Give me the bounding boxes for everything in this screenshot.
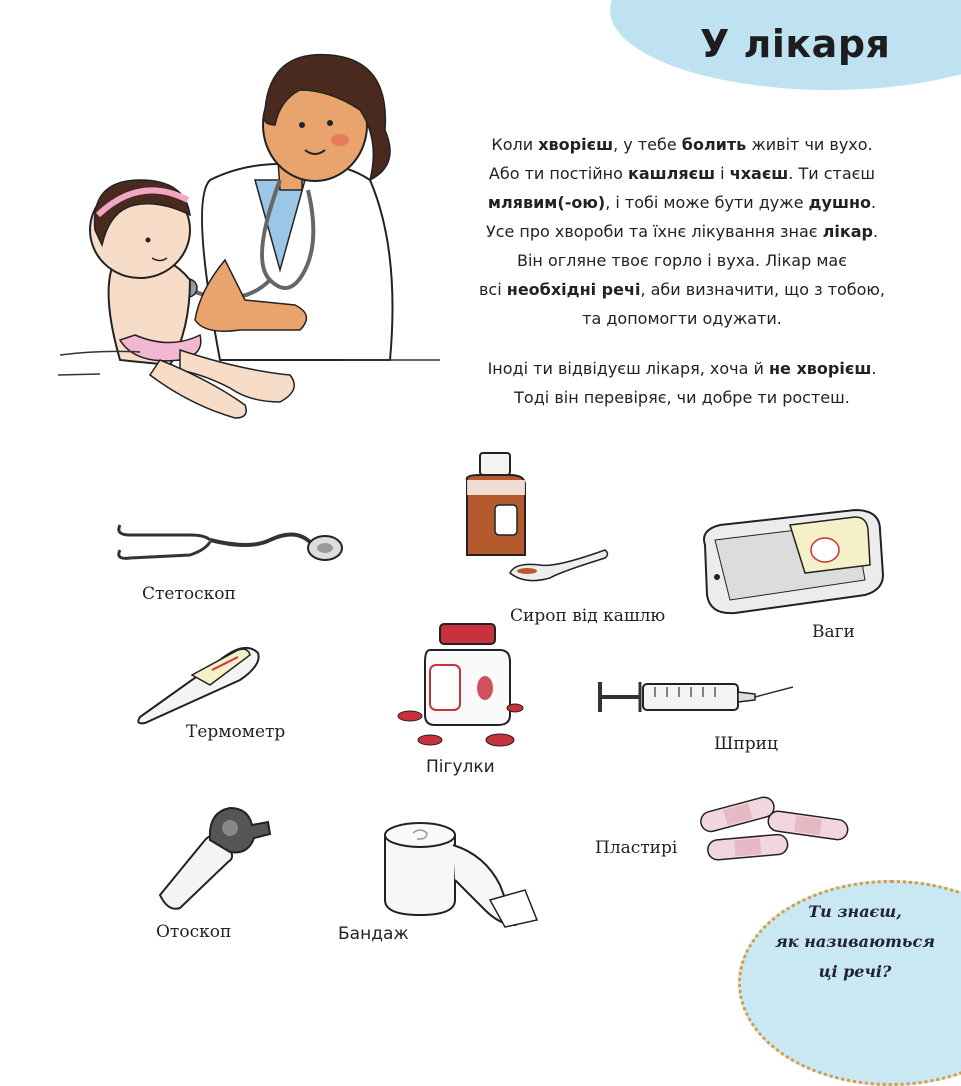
stethoscope-label: Стетоскоп [142, 584, 236, 604]
text-line [432, 383, 932, 412]
text-line [432, 354, 932, 383]
intro-paragraph [432, 130, 932, 333]
text-segment: всі [479, 280, 507, 299]
text-segment: живіт чи вухо. [746, 135, 873, 154]
highlight-word: хворієш [538, 135, 614, 154]
syrup-bottle-icon [455, 450, 615, 590]
highlight-word: болить [681, 135, 747, 154]
text-line [432, 217, 932, 246]
syringe-label: Шприц [714, 734, 778, 754]
scales-icon [695, 505, 890, 620]
highlight-word: душно [808, 193, 872, 212]
doctor-child-illustration [40, 30, 440, 430]
stethoscope-icon [110, 510, 350, 570]
bandage-label: Бандаж [338, 924, 409, 944]
text-line [432, 188, 932, 217]
highlight-word: лікар [822, 222, 873, 241]
text-segment: Він огляне твоє горло і вуха. Лікар має [517, 251, 847, 270]
plasters-icon [690, 795, 855, 865]
text-segment: Тоді він перевіряє, чи добре ти ростеш. [514, 388, 850, 407]
text-line [432, 304, 932, 333]
text-segment: . [872, 222, 879, 241]
text-line [432, 275, 932, 304]
thermometer-label: Термометр [186, 722, 286, 742]
text-segment: . Ти стаєш [788, 164, 876, 183]
text-segment: Або ти постійно [488, 164, 628, 183]
text-segment: Усе про хвороби та їхнє лікування знає [485, 222, 823, 241]
pills-label: Пігулки [426, 757, 495, 777]
text-line [432, 130, 932, 159]
text-line [432, 246, 932, 275]
quiz-line-2: як називаються [775, 932, 935, 951]
quiz-line-1: Ти знаєш, [808, 902, 902, 921]
otoscope-label: Отоскоп [156, 922, 232, 942]
text-segment: і [715, 164, 730, 183]
pills-icon [390, 620, 530, 760]
text-segment: . [871, 359, 877, 378]
text-segment: , і тобі може бути дуже [605, 193, 809, 212]
bandage-icon [375, 815, 545, 930]
scales-label: Ваги [812, 622, 855, 642]
text-line [432, 159, 932, 188]
highlight-word: не хворієш [768, 359, 872, 378]
highlight-word: чхаєш [729, 164, 789, 183]
otoscope-icon [150, 800, 280, 910]
thermometer-icon [130, 635, 270, 725]
syrup-label: Сироп від кашлю [510, 606, 666, 626]
text-segment: Коли [491, 135, 539, 154]
syringe-icon [595, 672, 795, 722]
page-title: У лікаря [700, 22, 891, 66]
highlight-word: необхідні речі [506, 280, 641, 299]
text-segment: Іноді ти відвідуєш лікаря, хоча й [487, 359, 769, 378]
highlight-word: кашляєш [627, 164, 716, 183]
highlight-word: млявим(-ою) [487, 193, 606, 212]
plasters-label: Пластирі [595, 838, 678, 858]
text-segment: та допомогти одужати. [582, 309, 782, 328]
text-segment: , у тебе [613, 135, 682, 154]
text-segment: , аби визначити, що з тобою, [640, 280, 885, 299]
text-segment: . [871, 193, 877, 212]
quiz-line-3: ці речі? [818, 962, 892, 981]
checkup-paragraph [432, 354, 932, 412]
